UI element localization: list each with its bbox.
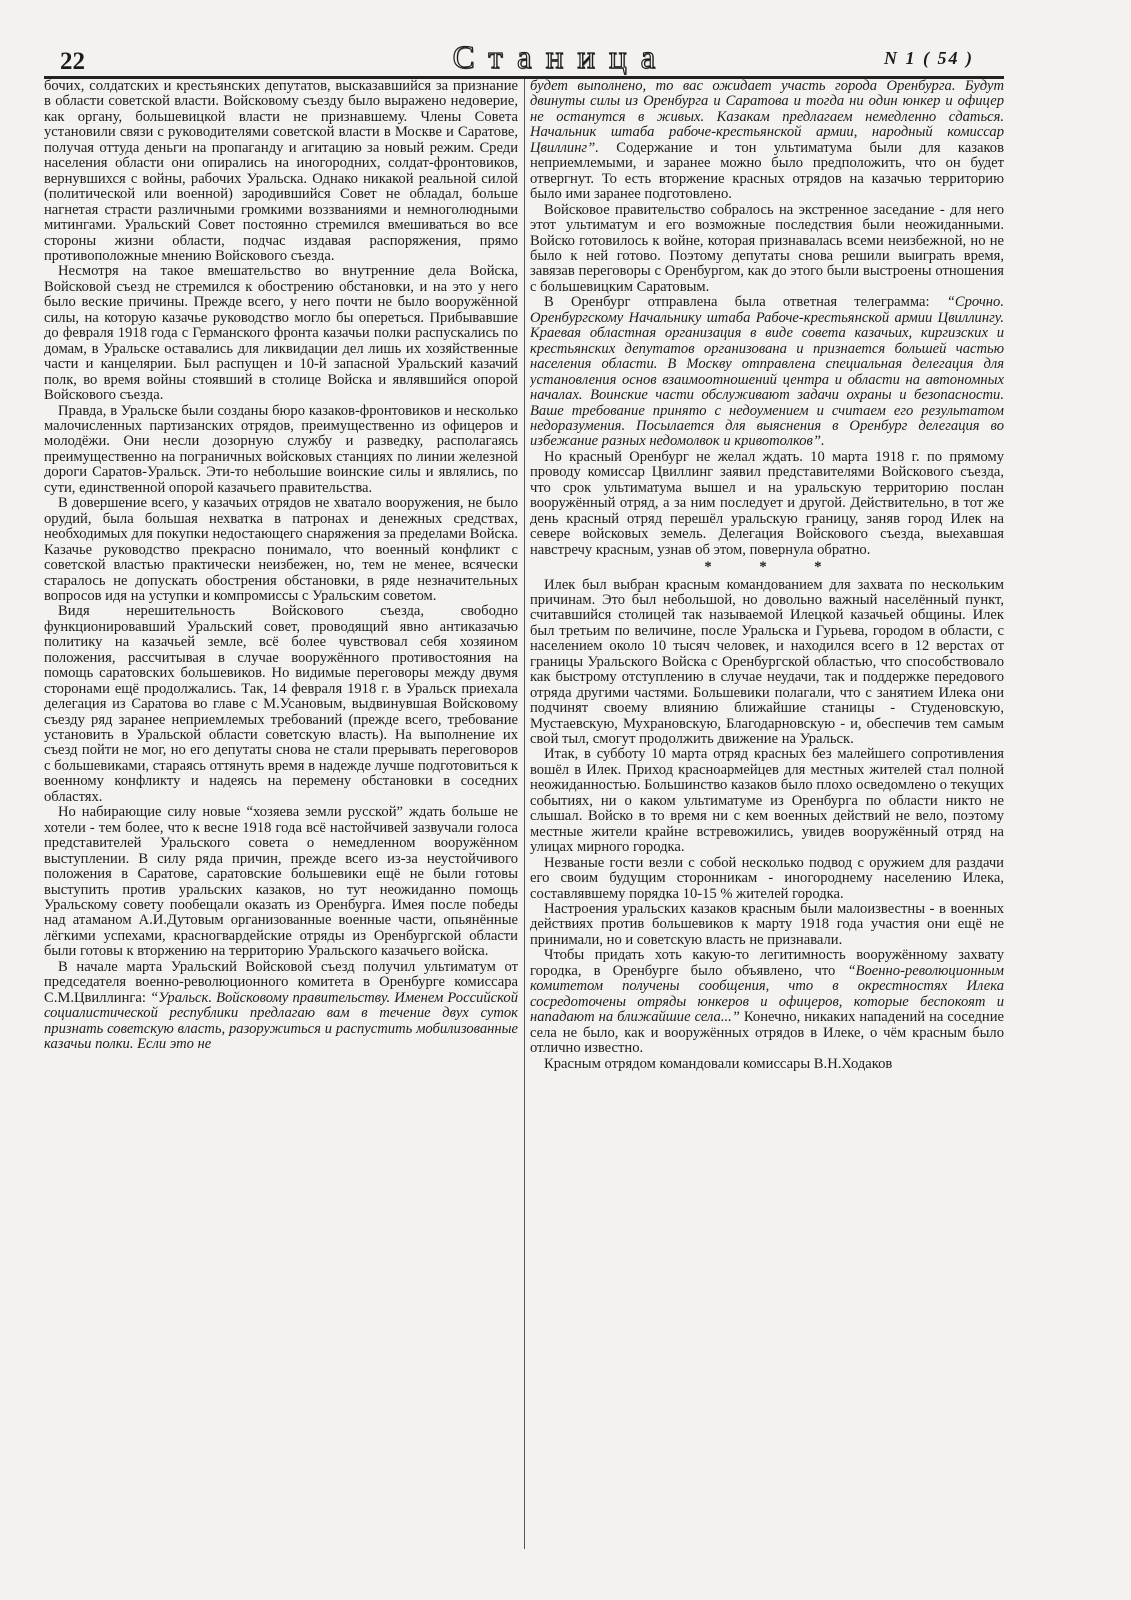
left-column bbox=[44, 79, 518, 1554]
ultimatum-quote-cont: будет выполнено, то вас ожидает участь города Оренбурга. Будут двинуты силы из Оренбурга и Саратова и тогда ни один юнкер и офицер не останутся в живых. Казакам предлагаем немедленно сдаться. Начальник штаба рабоче-крестьянской армии, народный комиссар Цвиллинг”. bbox=[530, 79, 1004, 156]
paragraph bbox=[530, 79, 1004, 203]
page-number: 22 bbox=[60, 48, 85, 75]
right-column bbox=[530, 79, 1004, 1554]
paragraph: Но набирающие силу новые “хозяева земли русской” ждать больше не хотели - тем более, что к весне 1918 года всё настойчивей зазвучали голоса представителей Уральского совета о немедленном вооружённом выступлении. В силу ряда причин, прежде всего из-за неустойчивого положения в Саратове, саратовские большевики ещё не были готовы выступить против уральских казаков, но тут неожиданно помощь Уральскому совету пообещали оказать из Оренбурга. Имея после победы над атаманом А.И.Дутовым организованные военные части, опьянённые лёгкими успехами, красногвардейские отряды из Оренбургской области были готовы к вторжению на территорию Уральского казачьего войска. bbox=[44, 804, 518, 960]
column-divider bbox=[524, 79, 525, 1549]
paragraph bbox=[530, 948, 1004, 1056]
issue-number: N 1 ( 54 ) bbox=[884, 48, 974, 68]
paragraph: бочих, солдатских и крестьянских депутатов, высказавшийся за признание в области советской власти. Войсковому съезду было выражено недоверие, как органу, большевицкой власти не признавшему. Члены Совета установили связи с руководителями советской власти в Москве и Саратове, получая оттуда деньги на пропаганду и агитацию за новый режим. Среди населения области они опирались на иногородних, солдат-фронтовиков, вернувшихся с войны, рабочих Уральска. Однако никакой реальной силой (политической или военной) зародившийся Совет не обладал, больше нагнетая страсти различными громкими воззваниями и немноголюдными митингами. Уральский Совет постоянно стремился вмешиваться во все стороны жизни области, подчас издавая распоряжения, прямо противоположные мнению Войскового съезда. bbox=[44, 79, 518, 264]
telegram-quote: “Срочно. Оренбургскому Начальнику штаба Рабоче-крестьянской армии Цвиллингу. Краевая областная организация в виде совета казачьих, киргизских и крестьянских депутатов организована и признается большей частью населения области. В Москву отправлена специальная делегация для установления основ взаимоотношений центра и области на автономных началах. Воинские части обслуживают задачи охраны и безопасности. Ваше требование принято с недоумением и считаем его результатом недоразумения. Посылается для выяснения в Оренбург делегация во избежание разных недомолвок и кривотолков”. bbox=[530, 294, 1004, 450]
paragraph-text: Чтобы придать хоть какую-то легитимность вооружённому захвату городка, в Оренбурге было объявлено, что bbox=[530, 947, 1004, 979]
paragraph: Но красный Оренбург не желал ждать. 10 марта 1918 г. по прямому проводу комиссар Цвиллинг заявил представителями Войскового съезда, что срок ультиматума вышел и на уральскую территорию послан вооружённый отряд, а за ним последует и другой. Действительно, в тот же день красный отряд перешёл уральскую границу, заняв город Илек на севере войсковых земель. Делегация Войскового съезда, выехавшая навстречу красным, узнав об этом, повернула обратно. bbox=[530, 448, 1004, 558]
paragraph bbox=[44, 960, 518, 1053]
committee-quote: “Военно-революционным комитетом получены сообщения, что в окрестностях Илека сосредоточены отряды юнкеров и офицеров, которые беспокоят и нападают на ближайшие села...” bbox=[530, 962, 1004, 1026]
paragraph-text: В начале марта Уральский Войсковой съезд получил ультиматум от председателя военно-революционного комитета в Оренбурге комиссара С.М.Цвиллинга: bbox=[44, 958, 518, 1006]
paragraph: Незваные гости везли с собой несколько подвод с оружием для раздачи его своим будущим сторонникам - иногороднему населению Илека, составлявшему порядка 10-15 % жителей городка. bbox=[530, 854, 1004, 902]
paragraph-text: Содержание и тон ультиматума были для казаков неприемлемыми, и заранее можно было предположить, что он будет отвергнут. То есть вторжение красных отрядов на казачью территорию было ими заранее подготовлено. bbox=[530, 139, 1004, 203]
paragraph: Войсковое правительство собралось на экстренное заседание - для него этот ультиматум и его возможные последствия были неожиданными. Войско готовилось к войне, которая признавалась всеми неизбежной, но не было к ней готово. Поэтому депутаты снова решили выиграть время, завязав переговоры с Оренбургом, как до этого были выстроены отношения с большевицким Саратовым. bbox=[530, 201, 1004, 295]
paragraph: Итак, в субботу 10 марта отряд красных без малейшего сопротивления вошёл в Илек. Приход красноармейцев для местных жителей стал полной неожиданностью. Большинство казаков было плохо осведомлено о текущих событиях, ни о каком ультиматуме из Оренбурга по области никто не слышал. Войско в то время ни с кем военных действий не вело, поэтому местные жители крайне встревожились, увидев вооружённый отряд на улицах мирного городка. bbox=[530, 746, 1004, 856]
paragraph: Настроения уральских казаков красным были малоизвестны - в военных действиях против большевиков к марту 1918 года участия они ещё не принимали, но и советскую власть не признавали. bbox=[530, 901, 1004, 948]
paragraph: Красным отрядом командовали комиссары В.Н.Ходаков bbox=[544, 1055, 893, 1072]
page-header bbox=[44, 42, 1004, 76]
paragraph: Илек был выбран красным командованием для захвата по нескольким причинам. Это был небольшой, но довольно важный населённый пункт, считавшийся столицей так называемой Илецкой казачьей общины. Илек был третьим по величине, после Уральска и Гурьева, городом в области, с населением около 10 тысяч человек, и находился всего в 12 верстах от границы Уральского Войска с Оренбургской областью, что способствовало как быстрому отступлению в случае неудачи, так и поддержке передового отряда другими частями. Большевики полагали, что с занятием Илека они подчинят своему влиянию ближайшие станицы - Студеновскую, Мустаевскую, Мухрановскую, Благодарновскую - и, обеспечив тем самым свой тыл, смогут продолжить движение на Уральск. bbox=[530, 576, 1004, 748]
paragraph: Видя нерешительность Войскового съезда, свободно функционировавший Уральский совет, проводящий явно антиказачью политику на казачьей земле, всё более чувствовал себя хозяином положения, рассчитывая в случае вооружённого противостояния на помощь саратовских большевиков. Но видимые переговоры между двумя сторонами ещё продолжались. Так, 14 февраля 1918 г. в Уральск приехала делегация из Саратова во главе с М.Усановым, выдвинувшая Войсковому съезду ряд заранее неприемлемых требований (прежде всего, требование установить в Уральской области советскую власть). На выполнение их съезд пойти не мог, но его депутаты снова не стали прерывать переговоров с большевиками, стараясь оттянуть время в надежде лучше подготовиться к военному конфликту и надеясь на перемену обстановки в соседних областях. bbox=[44, 603, 518, 805]
paragraph: Правда, в Уральске были созданы бюро казаков-фронтовиков и несколько малочисленных партизанских отрядов, преимущественно из офицеров и молодёжи. Они несли дозорную службу и разведку, располагаясь преимущественно на пограничных войсковых станциях по линии железной дороги Саратов-Уральск. Эти-то небольшие воинские силы и являлись, по сути, единственной опорой казачьего правительства. bbox=[44, 402, 518, 496]
paragraph bbox=[530, 295, 1004, 450]
paragraph-text-after: Конечно, никаких нападений на соседние села не было, как и вооружённых отрядов в Илеке, о чём красным было отлично известно. bbox=[530, 1009, 1004, 1057]
paragraph-text: В Оренбург отправлена была ответная телеграмма: bbox=[544, 294, 930, 311]
paragraph: Несмотря на такое вмешательство во внутренние дела Войска, Войсковой съезд не стремился к обострению обстановки, и на это у него было веские причины. Прежде всего, у него почти не было вооружённой силы, на которую казачье руководство могло бы опереться. Прибывавшие до февраля 1918 года с Германского фронта казачьи полки распускались по домам, в Уральске оставались для ликвидации дел лишь их хозяйственные части и канцелярии. Был распущен и 10-й запасной Уральский казачий полк, во время войны стоявший в столице Войска и являвшийся опорой Войскового съезда. bbox=[44, 263, 518, 404]
paragraph: В довершение всего, у казачьих отрядов не хватало вооружения, не было орудий, была большая нехватка в патронах и денежных средствах, необходимых для покупки недостающего снаряжения за пределами Войска. Казачье руководство прекрасно понимало, что военный конфликт с советской властью практически неизбежен, но, тем не менее, всячески старалось не допускать обострения обстановки, в ряде незначительных вопросов идя на уступки и компромиссы с Уральским советом. bbox=[44, 495, 518, 604]
masthead-title: Станица bbox=[452, 40, 670, 76]
section-separator: * * * bbox=[704, 559, 844, 576]
ultimatum-quote: “Уральск. Войсковому правительству. Именем Российской социалистической республики предлагаю вам в течение двух суток признать советскую власть, разоружиться и распустить мобилизованные казачьи полки. Если это не bbox=[44, 989, 518, 1053]
